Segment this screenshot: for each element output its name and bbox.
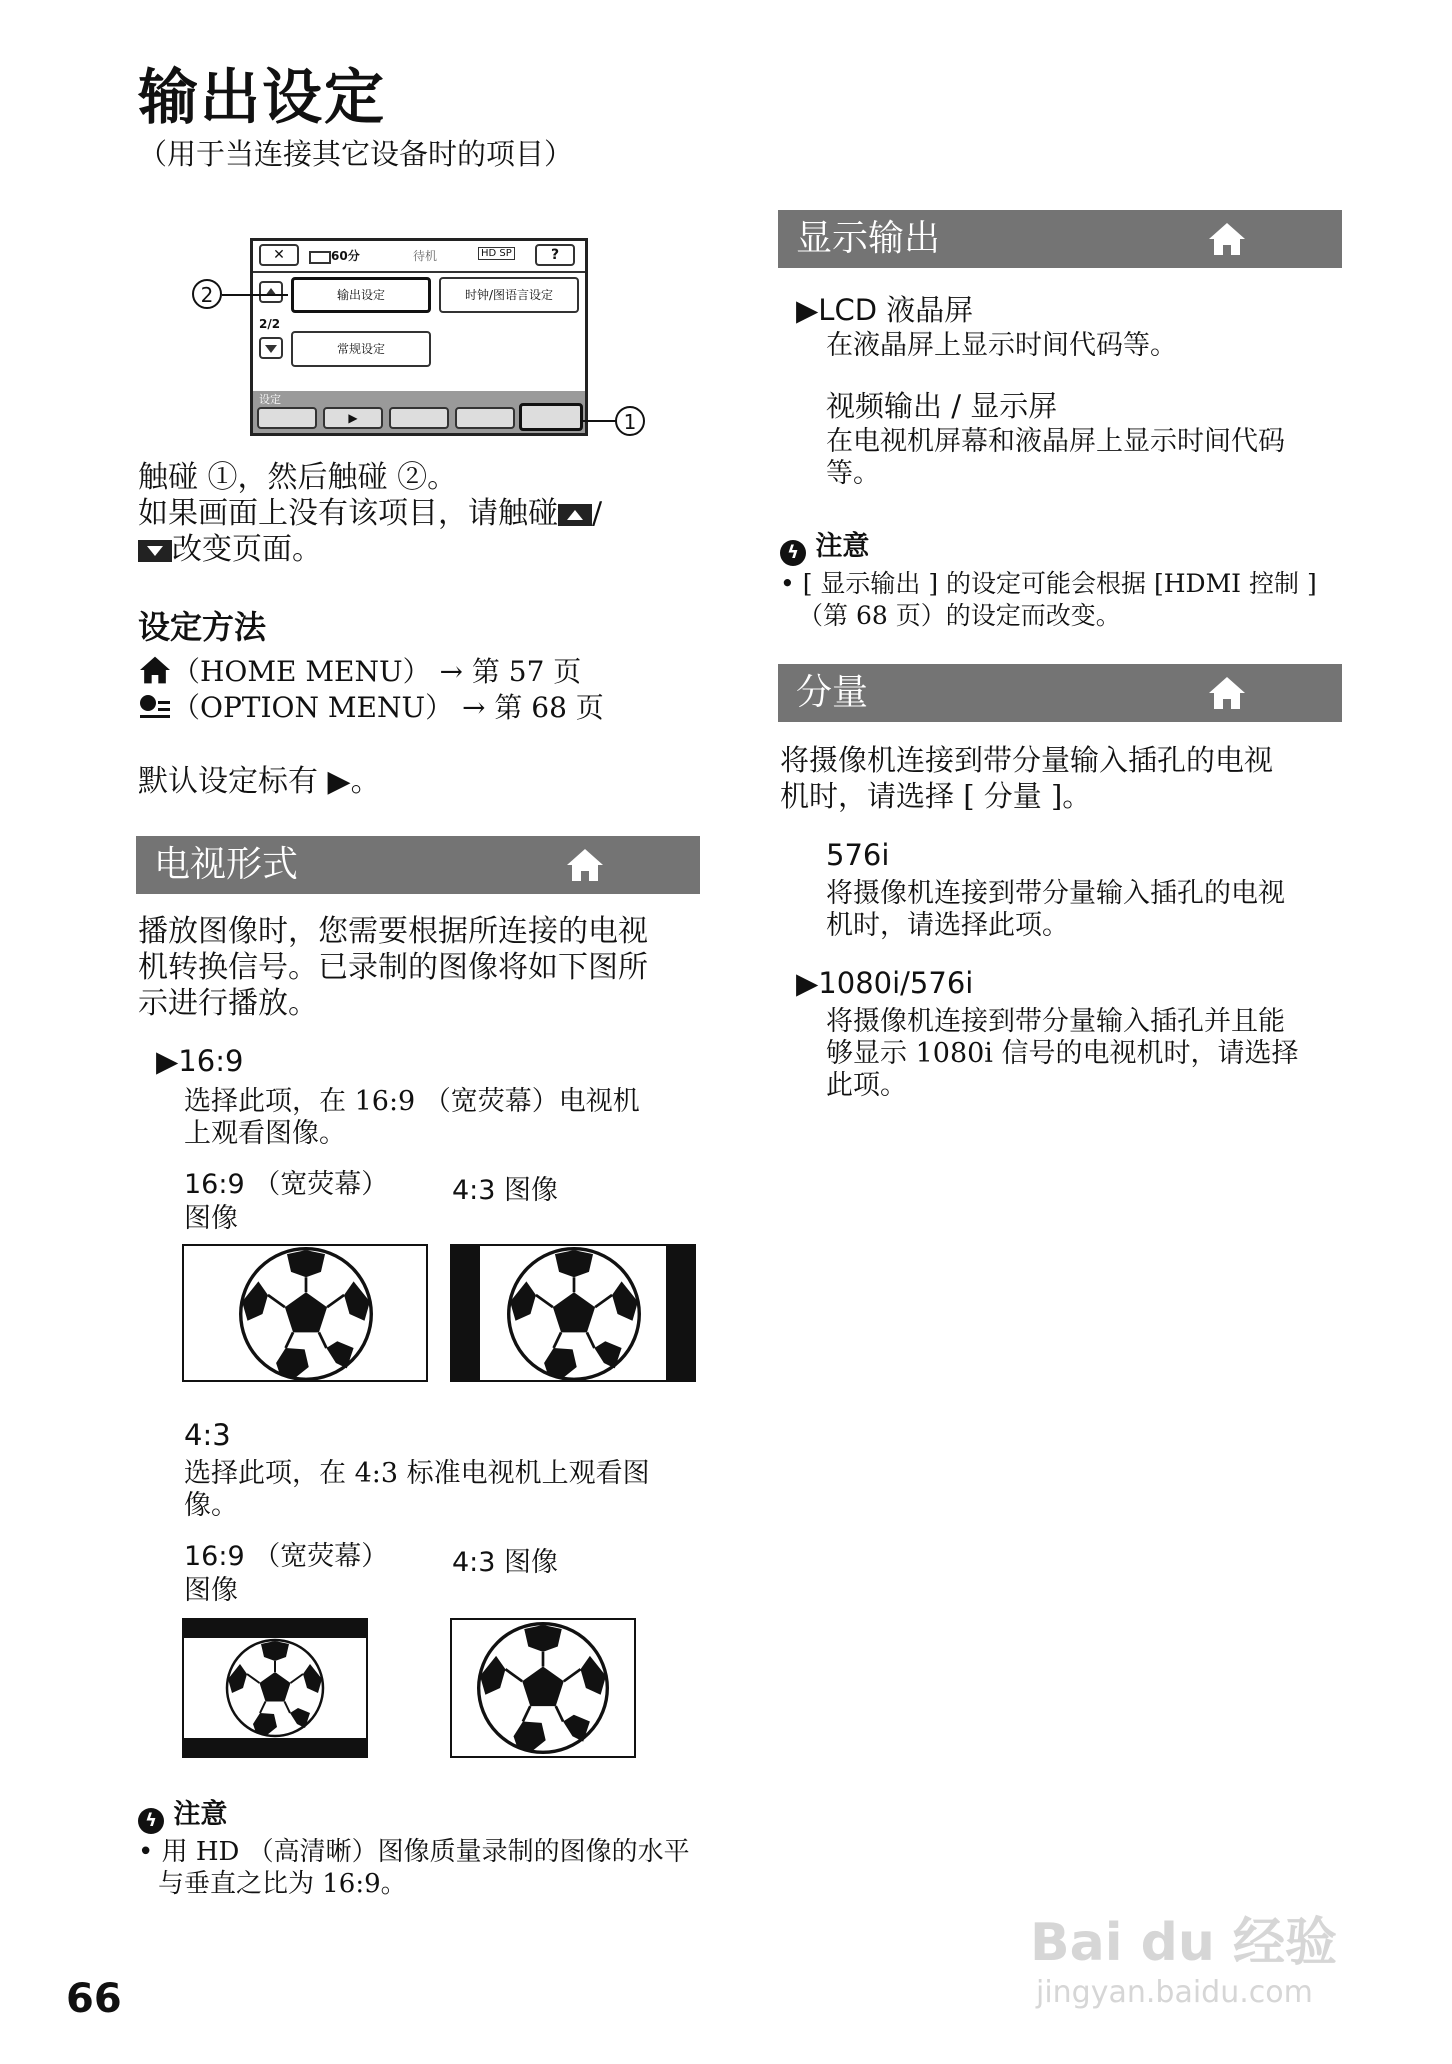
opt-169-desc bbox=[184, 1086, 640, 1150]
ball-169-widescreen bbox=[182, 1244, 428, 1382]
lcd-option-desc: 在液晶屏上显示时间代码等。 bbox=[826, 330, 1177, 361]
opt-576-label: 576i bbox=[826, 838, 890, 872]
ball-169-on-43 bbox=[450, 1244, 696, 1382]
display-output-bar bbox=[778, 210, 1342, 268]
battery-icon bbox=[309, 251, 331, 264]
triangle-down-icon bbox=[265, 345, 277, 353]
opt-43-desc-line: 像。 bbox=[184, 1490, 238, 1521]
tv-note bbox=[138, 1836, 690, 1900]
display-output-bar-title: 显示输出 bbox=[796, 218, 941, 259]
lcd-page-down-button[interactable] bbox=[259, 337, 283, 359]
caption-line: 图像 bbox=[184, 1575, 238, 1606]
method-home-text: （HOME MENU） → 第 57 页 bbox=[172, 655, 582, 688]
video-option-desc bbox=[826, 426, 1285, 490]
component-intro bbox=[780, 742, 1273, 814]
soccer-ball-icon bbox=[238, 1246, 374, 1382]
pillarbox-right bbox=[666, 1246, 694, 1380]
display-note-line: （第 68 页）的设定而改变。 bbox=[798, 601, 1121, 630]
lcd-option-label: ▶LCD 液晶屏 bbox=[796, 293, 974, 327]
lcd-bottom-tray bbox=[253, 391, 585, 433]
tv-intro-line: 机转换信号。已录制的图像将如下图所 bbox=[138, 950, 648, 985]
opt-576-desc-line: 机时，请选择此项。 bbox=[826, 910, 1069, 941]
toolbox-tab-icon[interactable] bbox=[519, 403, 583, 431]
opt-43-caption-right: 4:3 图像 bbox=[452, 1547, 559, 1578]
ball-43-standard bbox=[450, 1618, 636, 1758]
callout-1-line bbox=[582, 420, 616, 422]
instruction-line-2-text: 如果画面上没有该项目，请触碰 bbox=[138, 496, 558, 531]
lcd-battery-text: 60分 bbox=[331, 249, 360, 263]
display-note bbox=[780, 568, 1317, 632]
page-down-icon bbox=[138, 540, 172, 562]
instruction-line-3-text: 改变页面。 bbox=[172, 532, 322, 567]
opt-169-caption-left bbox=[184, 1168, 388, 1236]
warning-icon: ϟ bbox=[780, 540, 806, 566]
letterbox-top bbox=[184, 1620, 366, 1638]
tv-note-heading bbox=[138, 1792, 227, 1834]
component-bar bbox=[778, 664, 1342, 722]
lcd-page-indicator: 2/2 bbox=[259, 317, 281, 331]
option-icon bbox=[138, 693, 172, 721]
caption-line: 16:9 （宽荧幕） bbox=[184, 1541, 389, 1572]
opt-1080-desc bbox=[826, 1006, 1299, 1102]
home-icon bbox=[138, 655, 172, 685]
lcd-general-settings-button[interactable]: 常规设定 bbox=[291, 331, 431, 367]
method-heading: 设定方法 bbox=[138, 608, 267, 646]
soccer-ball-icon bbox=[476, 1621, 610, 1755]
lcd-page-up-button[interactable] bbox=[259, 281, 283, 303]
instruction-line-1: 触碰 ①，然后触碰 ②。 bbox=[138, 460, 458, 495]
display-note-line: • [ 显示输出 ] 的设定可能会根据 [HDMI 控制 ] bbox=[780, 569, 1317, 598]
opt-43-desc bbox=[184, 1458, 650, 1522]
opt-43-caption-left bbox=[184, 1540, 388, 1608]
video-option-label: 视频输出 / 显示屏 bbox=[826, 389, 1058, 423]
method-option-text: （OPTION MENU） → 第 68 页 bbox=[172, 691, 604, 724]
caption-line: 图像 bbox=[184, 1203, 238, 1234]
method-home-line bbox=[138, 654, 581, 690]
lcd-quality-badge: HD SP bbox=[478, 247, 515, 260]
opt-1080-desc-line: 够显示 1080i 信号的电视机时，请选择 bbox=[826, 1038, 1299, 1069]
callout-2-line bbox=[222, 294, 288, 296]
opt-576-desc-line: 将摄像机连接到带分量输入插孔的电视 bbox=[826, 878, 1285, 909]
opt-1080-desc-line: 此项。 bbox=[826, 1070, 907, 1101]
ball-43-letterbox bbox=[182, 1618, 368, 1758]
video-option-desc-line: 在电视机屏幕和液晶屏上显示时间代码 bbox=[826, 426, 1285, 457]
tv-intro-line: 示进行播放。 bbox=[138, 986, 318, 1021]
warning-icon: ϟ bbox=[138, 1808, 164, 1834]
instruction-line-2-tail: / bbox=[592, 496, 603, 531]
instruction-line-3 bbox=[138, 532, 322, 568]
caption-line: 16:9 （宽荧幕） bbox=[184, 1169, 389, 1200]
display-note-heading bbox=[780, 524, 869, 566]
page-number: 66 bbox=[66, 1976, 122, 2022]
component-intro-line: 将摄像机连接到带分量输入插孔的电视 bbox=[780, 743, 1274, 777]
opt-1080-desc-line: 将摄像机连接到带分量输入插孔并且能 bbox=[826, 1006, 1285, 1037]
opt-43-label: 4:3 bbox=[184, 1418, 231, 1452]
callout-2: 2 bbox=[192, 279, 222, 309]
watermark-brand: Bai du 经验 bbox=[1030, 1913, 1337, 1973]
display-note-heading-text: 注意 bbox=[815, 531, 870, 562]
opt-1080-label: ▶1080i/576i bbox=[796, 966, 974, 1000]
page-up-icon bbox=[558, 504, 592, 526]
tv-intro bbox=[138, 914, 648, 1022]
page-title: 输出设定 bbox=[138, 63, 386, 133]
opt-169-desc-line: 选择此项，在 16:9 （宽荧幕）电视机 bbox=[184, 1086, 640, 1117]
component-intro-line: 机时，请选择 [ 分量 ]。 bbox=[780, 779, 1092, 813]
lcd-status-text: 待机 bbox=[413, 249, 438, 263]
tv-format-bar bbox=[136, 836, 700, 894]
watermark-url: jingyan.baidu.com bbox=[1036, 1975, 1313, 2010]
lcd-close-button[interactable]: ✕ bbox=[259, 244, 299, 266]
pillarbox-left bbox=[452, 1246, 480, 1380]
tv-note-line: 与垂直之比为 16:9。 bbox=[158, 1869, 407, 1899]
lcd-top-bar bbox=[253, 241, 585, 273]
callout-1: 1 bbox=[615, 406, 645, 436]
playback-tab-icon[interactable]: ▶ bbox=[323, 407, 383, 429]
lcd-section-label: 设定 bbox=[259, 393, 281, 406]
lcd-output-settings-button[interactable]: 输出设定 bbox=[291, 277, 431, 313]
tv-format-bar-title: 电视形式 bbox=[154, 844, 299, 885]
opt-169-label: ▶16:9 bbox=[156, 1044, 244, 1078]
soccer-ball-icon bbox=[506, 1246, 642, 1382]
home-icon bbox=[1207, 221, 1247, 257]
instruction-line-2 bbox=[138, 496, 602, 532]
method-option-line bbox=[138, 690, 604, 726]
soccer-ball-icon bbox=[225, 1638, 325, 1738]
page-subtitle: （用于当连接其它设备时的项目） bbox=[138, 137, 574, 171]
home-icon bbox=[565, 847, 605, 883]
home-icon bbox=[1207, 675, 1247, 711]
disc-tab-icon[interactable] bbox=[455, 407, 515, 429]
tv-note-line: • 用 HD （高清晰）图像质量录制的图像的水平 bbox=[138, 1837, 690, 1867]
camera-tab-icon[interactable] bbox=[257, 407, 317, 429]
edit-tab-icon[interactable] bbox=[389, 407, 449, 429]
lcd-help-button[interactable]: ? bbox=[535, 244, 575, 266]
tv-intro-line: 播放图像时，您需要根据所连接的电视 bbox=[138, 914, 648, 949]
default-note: 默认设定标有 ▶。 bbox=[138, 764, 381, 799]
video-option-desc-line: 等。 bbox=[826, 458, 880, 489]
component-bar-title: 分量 bbox=[796, 672, 869, 713]
tv-note-heading-text: 注意 bbox=[173, 1799, 228, 1830]
lcd-clock-language-button[interactable]: 时钟/图语言设定 bbox=[439, 277, 579, 313]
opt-169-desc-line: 上观看图像。 bbox=[184, 1118, 346, 1149]
opt-169-caption-right: 4:3 图像 bbox=[452, 1175, 559, 1206]
baidu-watermark bbox=[1030, 1900, 1337, 2010]
opt-43-desc-line: 选择此项，在 4:3 标准电视机上观看图 bbox=[184, 1458, 650, 1489]
lcd-screen bbox=[250, 238, 588, 436]
opt-576-desc bbox=[826, 878, 1285, 942]
letterbox-bottom bbox=[184, 1738, 366, 1756]
